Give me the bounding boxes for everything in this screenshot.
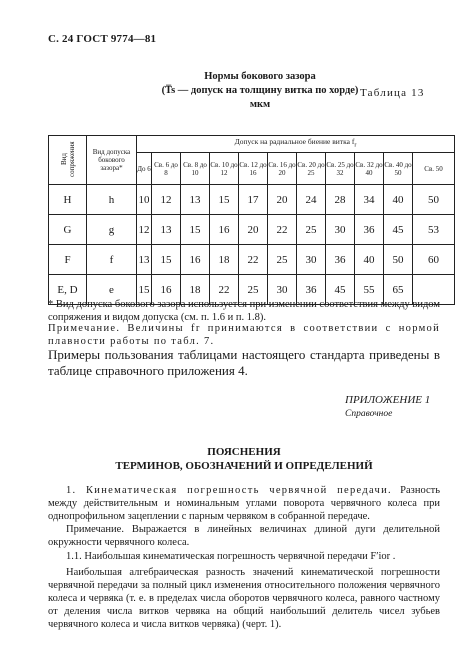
range-header: Св. 12 до 16 <box>239 153 268 185</box>
table-body <box>49 185 455 305</box>
value-cell: 45 <box>384 215 413 245</box>
value-cell: 36 <box>297 275 326 305</box>
tolerance-cell: g <box>87 215 137 245</box>
range-header: Св. 8 до 10 <box>181 153 210 185</box>
mating-cell: F <box>49 245 87 275</box>
table-row <box>49 185 455 215</box>
value-cell: 18 <box>181 275 210 305</box>
range-header: Св. 16 до 20 <box>268 153 297 185</box>
value-cell: 12 <box>137 215 152 245</box>
appendix-label: ПРИЛОЖЕНИЕ 1 <box>345 394 431 406</box>
value-cell: 40 <box>355 245 384 275</box>
range-header: До 6 <box>137 153 152 185</box>
value-cell: 30 <box>268 275 297 305</box>
value-cell: 50 <box>384 245 413 275</box>
header-runout-group: Допуск на радиальное биение витка $f_r$ <box>137 136 455 153</box>
table-row <box>49 215 455 245</box>
range-header: Св. 32 до 40 <box>355 153 384 185</box>
tolerance-cell: f <box>87 245 137 275</box>
value-cell: 30 <box>297 245 326 275</box>
range-header: Св. 6 до 8 <box>152 153 181 185</box>
value-cell: 18 <box>210 245 239 275</box>
value-cell: 17 <box>239 185 268 215</box>
value-cell: 53 <box>413 215 455 245</box>
value-cell: 22 <box>210 275 239 305</box>
mating-cell: E, D <box>49 275 87 305</box>
value-cell: 34 <box>355 185 384 215</box>
value-cell: 12 <box>152 185 181 215</box>
value-cell: 28 <box>326 185 355 215</box>
range-header: Св. 50 <box>413 153 455 185</box>
value-cell: 15 <box>137 275 152 305</box>
value-cell: 13 <box>137 245 152 275</box>
norms-table <box>48 135 455 305</box>
range-header: Св. 20 до 25 <box>297 153 326 185</box>
footnote: * Вид допуска бокового зазора используется при изменении соответствия между видом сопряжения и видом допуска (см. п. 1.6 и п. 1.8). <box>48 299 440 323</box>
value-cell: 25 <box>297 215 326 245</box>
value-cell: 30 <box>326 215 355 245</box>
value-cell: 10 <box>137 185 152 215</box>
value-cell: 24 <box>297 185 326 215</box>
mating-cell: G <box>49 215 87 245</box>
value-cell: 15 <box>152 245 181 275</box>
value-cell: 25 <box>239 275 268 305</box>
value-cell: 16 <box>181 245 210 275</box>
mating-cell: H <box>49 185 87 215</box>
tolerance-cell: h <box>87 185 137 215</box>
value-cell: 65 <box>384 275 413 305</box>
definition-1-note: Примечание. Выражается в линейных величинах длиной дуги делительной окружности червячного колеса. <box>48 524 440 548</box>
value-cell: 16 <box>210 215 239 245</box>
value-cell: 20 <box>268 185 297 215</box>
value-cell: 22 <box>268 215 297 245</box>
section-title-2: ТЕРМИНОВ, ОБОЗНАЧЕНИЙ И ОПРЕДЕЛЕНИЙ <box>115 460 373 472</box>
value-cell: 55 <box>355 275 384 305</box>
table-number: Таблица 13 <box>360 87 425 99</box>
header-mating: Вид сопряжения <box>49 136 87 185</box>
value-cell: 36 <box>326 245 355 275</box>
definition-1-1: 1.1. Наибольшая кинематическая погрешность червячной передачи F′ior . <box>66 551 396 562</box>
value-cell: 13 <box>152 215 181 245</box>
value-cell: 25 <box>268 245 297 275</box>
page-header: С. 24 ГОСТ 9774—81 <box>48 33 157 45</box>
range-header: Св. 25 до 32 <box>326 153 355 185</box>
table-title: Нормы бокового зазора <box>204 71 316 82</box>
value-cell: 13 <box>181 185 210 215</box>
value-cell: 40 <box>384 185 413 215</box>
value-cell: 15 <box>181 215 210 245</box>
table-unit: мкм <box>249 99 271 110</box>
table-note: Примечание. Величины fr принимаются в соответствии с нормой плавности работы по табл. 7. <box>48 323 440 347</box>
value-cell: 36 <box>355 215 384 245</box>
definition-1: 1. Кинематическая погрешность червячной передачи. Разность между действительным и номинальным углами поворота червячного колеса при однопрофильном зацеплении с парным червяком в собранной передаче. <box>48 485 440 522</box>
tolerance-cell: e <box>87 275 137 305</box>
table-row <box>49 245 455 275</box>
value-cell: 45 <box>326 275 355 305</box>
range-header: Св. 10 до 12 <box>210 153 239 185</box>
examples-paragraph: Примеры пользования таблицами настоящего стандарта приведены в таблице справочного приложения 4. <box>48 347 440 378</box>
value-cell: 20 <box>239 215 268 245</box>
value-cell: 60 <box>413 245 455 275</box>
range-header: Св. 40 до 50 <box>384 153 413 185</box>
value-cell: 22 <box>239 245 268 275</box>
definition-1-1-text: Наибольшая алгебраическая разность значений кинематической погрешности червячной передачи за полный цикл изменения относительного положения червячного колеса и червяка (т. е. в пределах числа оборотов червячного колеса, равного частному от деления числа витков червяка на общий наибольший делитель чисел зубьев червячного колеса и числа витков червяка) (черт. 1). <box>48 567 440 630</box>
value-cell: 15 <box>210 185 239 215</box>
appendix-sub: Справочное <box>345 409 393 419</box>
header-tolerance-type: Вид допуска бокового зазора* <box>87 136 137 185</box>
value-cell: 16 <box>152 275 181 305</box>
value-cell: 50 <box>413 185 455 215</box>
section-title-1: ПОЯСНЕНИЯ <box>207 446 281 458</box>
table-subtitle: (T̅s — допуск на толщину витка по хорде) <box>161 85 359 96</box>
